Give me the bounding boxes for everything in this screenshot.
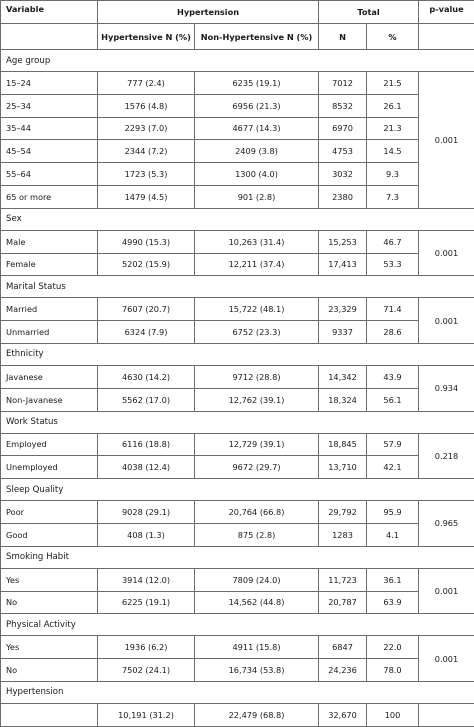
cell-n: 13,710 bbox=[319, 456, 367, 479]
header-pvalue: p-value bbox=[419, 1, 474, 24]
cell-hypertensive: 3914 (12.0) bbox=[98, 568, 195, 591]
cell-nonhypertensive: 9672 (29.7) bbox=[195, 456, 319, 479]
cell-pct: 21.5 bbox=[367, 72, 419, 95]
table-row bbox=[1, 365, 474, 388]
header-blank-pvalue bbox=[419, 24, 474, 50]
table-row bbox=[1, 253, 474, 276]
group-title: Sleep Quality bbox=[1, 479, 474, 501]
cell-pct: 71.4 bbox=[367, 298, 419, 321]
cell-nonhypertensive: 12,762 (39.1) bbox=[195, 388, 319, 411]
cell-n: 32,670 bbox=[319, 703, 367, 726]
cell-n: 29,792 bbox=[319, 501, 367, 524]
group-header-row bbox=[1, 681, 474, 703]
table-row bbox=[1, 591, 474, 614]
row-label: No bbox=[1, 659, 98, 682]
cell-hypertensive: 1936 (6.2) bbox=[98, 636, 195, 659]
cell-hypertensive: 1479 (4.5) bbox=[98, 185, 195, 208]
cell-nonhypertensive: 10,263 (31.4) bbox=[195, 230, 319, 253]
header-hypertension: Hypertension bbox=[98, 1, 319, 24]
cell-pvalue: 0.965 bbox=[419, 501, 474, 547]
row-label: Non-Javanese bbox=[1, 388, 98, 411]
cell-hypertensive: 4990 (15.3) bbox=[98, 230, 195, 253]
cell-pct: 78.0 bbox=[367, 659, 419, 682]
cell-hypertensive: 7607 (20.7) bbox=[98, 298, 195, 321]
cell-nonhypertensive: 22,479 (68.8) bbox=[195, 703, 319, 726]
cell-pct: 56.1 bbox=[367, 388, 419, 411]
cell-n: 11,723 bbox=[319, 568, 367, 591]
row-label: Male bbox=[1, 230, 98, 253]
row-label: Good bbox=[1, 523, 98, 546]
group-header-row bbox=[1, 479, 474, 501]
cell-nonhypertensive: 2409 (3.8) bbox=[195, 140, 319, 163]
header-nonhypertensive-n: Non-Hypertensive N (%) bbox=[195, 24, 319, 50]
cell-hypertensive: 408 (1.3) bbox=[98, 523, 195, 546]
header-hypertensive-n: Hypertensive N (%) bbox=[98, 24, 195, 50]
cell-hypertensive: 1723 (5.3) bbox=[98, 163, 195, 186]
row-label bbox=[1, 703, 98, 726]
header-n: N bbox=[319, 24, 367, 50]
cell-nonhypertensive: 6956 (21.3) bbox=[195, 94, 319, 117]
row-label: Married bbox=[1, 298, 98, 321]
cell-nonhypertensive: 875 (2.8) bbox=[195, 523, 319, 546]
cell-hypertensive: 6324 (7.9) bbox=[98, 321, 195, 344]
row-label: Javanese bbox=[1, 365, 98, 388]
cell-pct: 42.1 bbox=[367, 456, 419, 479]
row-label: Unemployed bbox=[1, 456, 98, 479]
cell-hypertensive: 9028 (29.1) bbox=[98, 501, 195, 524]
cell-pct: 53.3 bbox=[367, 253, 419, 276]
table-row bbox=[1, 568, 474, 591]
table-row bbox=[1, 298, 474, 321]
header-blank bbox=[1, 24, 98, 50]
table-row bbox=[1, 433, 474, 456]
group-title: Marital Status bbox=[1, 276, 474, 298]
cell-pct: 7.3 bbox=[367, 185, 419, 208]
cell-hypertensive: 6116 (18.8) bbox=[98, 433, 195, 456]
row-label: No bbox=[1, 591, 98, 614]
cell-n: 20,787 bbox=[319, 591, 367, 614]
cell-nonhypertensive: 12,211 (37.4) bbox=[195, 253, 319, 276]
cell-hypertensive: 4630 (14.2) bbox=[98, 365, 195, 388]
table-row bbox=[1, 163, 474, 186]
table-row bbox=[1, 636, 474, 659]
table-row bbox=[1, 117, 474, 140]
cell-n: 17,413 bbox=[319, 253, 367, 276]
row-label: 25–34 bbox=[1, 94, 98, 117]
cell-n: 24,236 bbox=[319, 659, 367, 682]
cell-pct: 26.1 bbox=[367, 94, 419, 117]
row-label: Unmarried bbox=[1, 321, 98, 344]
cell-nonhypertensive: 901 (2.8) bbox=[195, 185, 319, 208]
cell-pct: 43.9 bbox=[367, 365, 419, 388]
table-body bbox=[1, 1, 474, 727]
cell-hypertensive: 7502 (24.1) bbox=[98, 659, 195, 682]
row-label: Yes bbox=[1, 568, 98, 591]
group-title: Sex bbox=[1, 208, 474, 230]
cell-hypertensive: 5562 (17.0) bbox=[98, 388, 195, 411]
row-label: 45–54 bbox=[1, 140, 98, 163]
table-row bbox=[1, 230, 474, 253]
cell-nonhypertensive: 12,729 (39.1) bbox=[195, 433, 319, 456]
row-label: Yes bbox=[1, 636, 98, 659]
cell-n: 3032 bbox=[319, 163, 367, 186]
cell-pvalue: 0.001 bbox=[419, 636, 474, 682]
group-header-row bbox=[1, 50, 474, 72]
group-title: Work Status bbox=[1, 411, 474, 433]
row-label: 35–44 bbox=[1, 117, 98, 140]
cell-n: 4753 bbox=[319, 140, 367, 163]
header-pct: % bbox=[367, 24, 419, 50]
cell-n: 18,845 bbox=[319, 433, 367, 456]
row-label: Female bbox=[1, 253, 98, 276]
group-header-row bbox=[1, 343, 474, 365]
cell-nonhypertensive: 16,734 (53.8) bbox=[195, 659, 319, 682]
row-label: Poor bbox=[1, 501, 98, 524]
cell-hypertensive: 5202 (15.9) bbox=[98, 253, 195, 276]
cell-n: 9337 bbox=[319, 321, 367, 344]
cell-hypertensive: 10,191 (31.2) bbox=[98, 703, 195, 726]
cell-hypertensive: 2293 (7.0) bbox=[98, 117, 195, 140]
cell-n: 6847 bbox=[319, 636, 367, 659]
cell-nonhypertensive: 7809 (24.0) bbox=[195, 568, 319, 591]
cell-n: 7012 bbox=[319, 72, 367, 95]
cell-nonhypertensive: 15,722 (48.1) bbox=[195, 298, 319, 321]
cell-n: 18,324 bbox=[319, 388, 367, 411]
group-title: Hypertension bbox=[1, 681, 474, 703]
cell-nonhypertensive: 6235 (19.1) bbox=[195, 72, 319, 95]
cell-nonhypertensive: 20,764 (66.8) bbox=[195, 501, 319, 524]
table-row bbox=[1, 501, 474, 524]
header-variable: Variable bbox=[1, 1, 98, 24]
cell-hypertensive: 777 (2.4) bbox=[98, 72, 195, 95]
table-row bbox=[1, 140, 474, 163]
cell-nonhypertensive: 4911 (15.8) bbox=[195, 636, 319, 659]
cell-pct: 21.3 bbox=[367, 117, 419, 140]
table-row bbox=[1, 523, 474, 546]
cell-pct: 4.1 bbox=[367, 523, 419, 546]
header-row-2 bbox=[1, 24, 474, 50]
cell-hypertensive: 1576 (4.8) bbox=[98, 94, 195, 117]
group-title: Smoking Habit bbox=[1, 546, 474, 568]
table-row bbox=[1, 321, 474, 344]
table-row bbox=[1, 72, 474, 95]
cell-n: 15,253 bbox=[319, 230, 367, 253]
cell-pvalue bbox=[419, 703, 474, 726]
cell-pvalue: 0.218 bbox=[419, 433, 474, 479]
group-title: Age group bbox=[1, 50, 474, 72]
table-row bbox=[1, 94, 474, 117]
cell-pct: 95.9 bbox=[367, 501, 419, 524]
header-row-1 bbox=[1, 1, 474, 24]
cell-n: 14,342 bbox=[319, 365, 367, 388]
cell-hypertensive: 4038 (12.4) bbox=[98, 456, 195, 479]
group-title: Physical Activity bbox=[1, 614, 474, 636]
group-header-row bbox=[1, 614, 474, 636]
table-row bbox=[1, 703, 474, 726]
group-title: Ethnicity bbox=[1, 343, 474, 365]
cell-pvalue: 0.001 bbox=[419, 230, 474, 276]
cell-pct: 57.9 bbox=[367, 433, 419, 456]
cell-pvalue: 0.001 bbox=[419, 298, 474, 344]
header-total: Total bbox=[319, 1, 419, 24]
cell-pvalue: 0.934 bbox=[419, 365, 474, 411]
group-header-row bbox=[1, 208, 474, 230]
cell-pct: 100 bbox=[367, 703, 419, 726]
row-label: 65 or more bbox=[1, 185, 98, 208]
cell-pct: 36.1 bbox=[367, 568, 419, 591]
cell-pct: 14.5 bbox=[367, 140, 419, 163]
row-label: Employed bbox=[1, 433, 98, 456]
cell-nonhypertensive: 14,562 (44.8) bbox=[195, 591, 319, 614]
cell-n: 1283 bbox=[319, 523, 367, 546]
table-row bbox=[1, 388, 474, 411]
table-row bbox=[1, 185, 474, 208]
cell-pct: 46.7 bbox=[367, 230, 419, 253]
cell-nonhypertensive: 4677 (14.3) bbox=[195, 117, 319, 140]
group-header-row bbox=[1, 411, 474, 433]
cell-pct: 63.9 bbox=[367, 591, 419, 614]
cell-pvalue: 0.001 bbox=[419, 568, 474, 614]
row-label: 55–64 bbox=[1, 163, 98, 186]
cell-pct: 22.0 bbox=[367, 636, 419, 659]
cell-nonhypertensive: 1300 (4.0) bbox=[195, 163, 319, 186]
cell-n: 8532 bbox=[319, 94, 367, 117]
cell-nonhypertensive: 9712 (28.8) bbox=[195, 365, 319, 388]
cell-n: 6970 bbox=[319, 117, 367, 140]
cell-pvalue: 0.001 bbox=[419, 72, 474, 209]
table-row bbox=[1, 456, 474, 479]
cell-n: 23,329 bbox=[319, 298, 367, 321]
group-header-row bbox=[1, 276, 474, 298]
cell-pct: 9.3 bbox=[367, 163, 419, 186]
cell-hypertensive: 6225 (19.1) bbox=[98, 591, 195, 614]
group-header-row bbox=[1, 546, 474, 568]
cell-pct: 28.6 bbox=[367, 321, 419, 344]
row-label: 15–24 bbox=[1, 72, 98, 95]
cell-n: 2380 bbox=[319, 185, 367, 208]
cell-nonhypertensive: 6752 (23.3) bbox=[195, 321, 319, 344]
cell-hypertensive: 2344 (7.2) bbox=[98, 140, 195, 163]
table-row bbox=[1, 659, 474, 682]
